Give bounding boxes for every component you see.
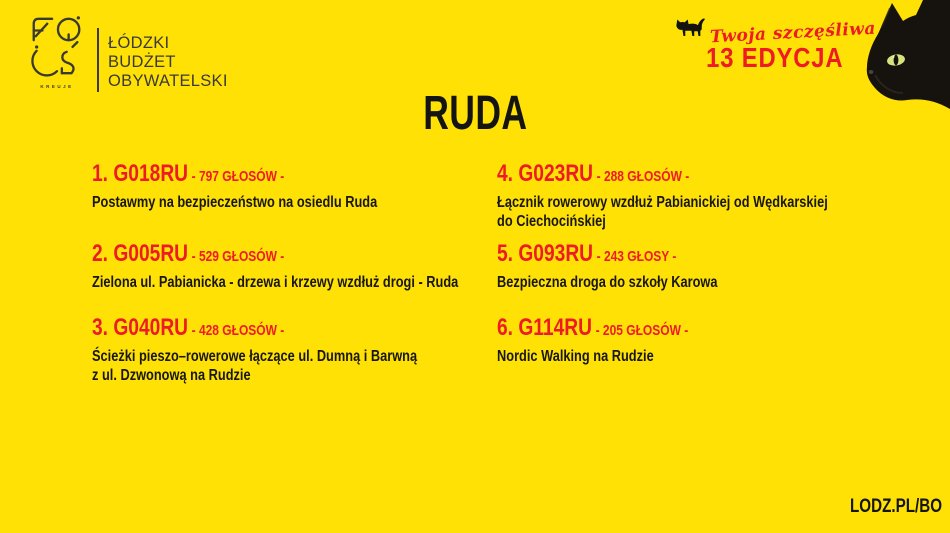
- logo-line-2: BUDŻET: [108, 53, 176, 71]
- project-code: G114RU: [518, 314, 592, 341]
- project-title: Zielona ul. Pabianicka - drzewa i krzewy wzdłuż drogi - Ruda: [92, 274, 459, 291]
- project-item-2: [92, 240, 550, 292]
- project-title: Bezpieczna droga do szkoły Karowa: [497, 274, 718, 291]
- edition-tagline: Twoja szczęśliwa: [709, 18, 877, 48]
- logo-kreuje-label: KREUJE: [40, 84, 74, 89]
- project-code: G040RU: [113, 314, 189, 341]
- lodz-city-logo-icon: [27, 14, 87, 89]
- project-item-1: [92, 160, 449, 212]
- project-title: Postawmy na bezpieczeństwo na osiedlu Ruda: [92, 194, 378, 211]
- project-item-3: [92, 314, 498, 385]
- project-rank: 6.: [497, 314, 514, 341]
- project-votes: - 797 GŁOSÓW -: [191, 168, 285, 185]
- project-rank: 2.: [92, 240, 109, 267]
- project-item-4: [497, 160, 910, 231]
- project-code: G018RU: [113, 160, 189, 187]
- page-title: RUDA: [422, 87, 528, 140]
- project-header: [497, 314, 736, 342]
- project-title: Ścieżki pieszo–rowerowe łączące ul. Dumną i Barwną z ul. Dzwonową na Rudzie: [92, 348, 418, 384]
- logo-line-3: OBYWATELSKI: [108, 72, 228, 90]
- project-votes: - 428 GŁOSÓW -: [191, 322, 285, 339]
- logo-line-1: ŁÓDZKI: [108, 34, 170, 52]
- project-header: [92, 314, 498, 342]
- project-item-5: [497, 240, 773, 292]
- project-votes: - 529 GŁOSÓW -: [191, 248, 285, 265]
- logo-divider: [97, 28, 99, 92]
- edition-badge: [674, 16, 876, 74]
- project-votes: - 288 GŁOSÓW -: [596, 168, 690, 185]
- project-rank: 1.: [92, 160, 109, 187]
- project-code: G005RU: [113, 240, 189, 267]
- project-header: [497, 240, 773, 268]
- lodz-budget-logo: [27, 14, 228, 92]
- logo-wordmark: [108, 34, 228, 91]
- project-code: G023RU: [518, 160, 594, 187]
- project-code: G093RU: [518, 240, 594, 267]
- footer-url: LODZ.PL/BO: [849, 496, 942, 517]
- project-item-6: [497, 314, 736, 366]
- project-rank: 4.: [497, 160, 514, 187]
- project-votes: - 205 GŁOSÓW -: [595, 322, 689, 339]
- project-header: [92, 160, 449, 188]
- project-title: Łącznik rowerowy wzdłuż Pabianickiej od Wędkarskiej do Ciechocińskiej: [497, 194, 828, 230]
- project-header: [497, 160, 910, 188]
- project-header: [92, 240, 550, 268]
- edition-title: 13 EDYCJA: [706, 42, 844, 73]
- project-rank: 3.: [92, 314, 109, 341]
- project-votes: - 243 GŁOSY -: [596, 248, 677, 265]
- black-cat-silhouette-icon: [674, 16, 706, 43]
- project-title: Nordic Walking na Rudzie: [497, 348, 654, 365]
- project-rank: 5.: [497, 240, 514, 267]
- lodz-city-logo-icon-svg: [29, 14, 85, 78]
